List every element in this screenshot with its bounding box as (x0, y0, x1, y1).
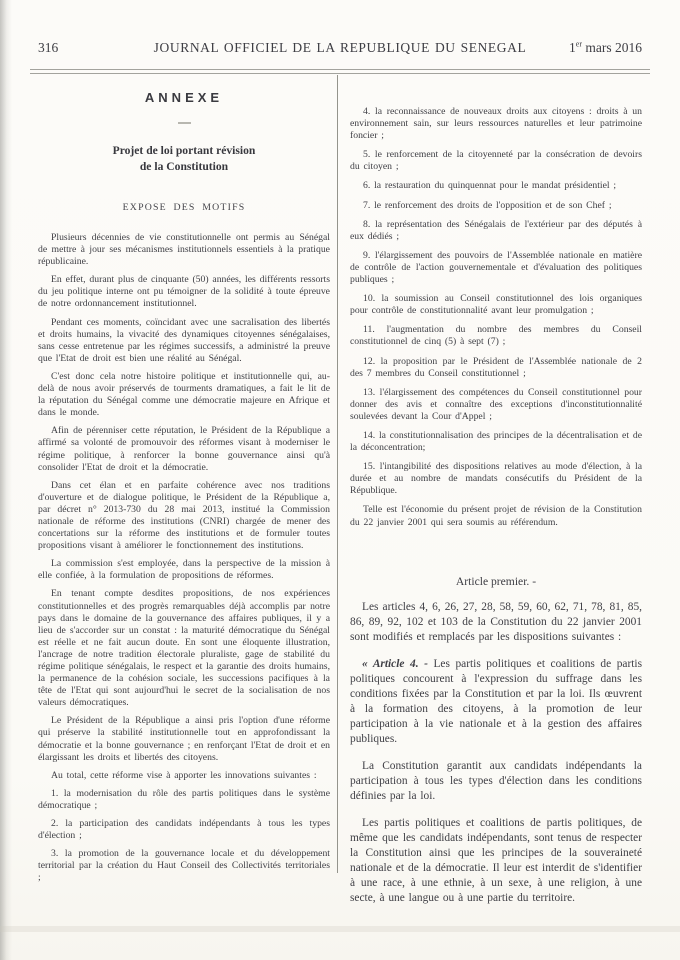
scan-bottom-artifact (0, 926, 680, 932)
law-title-line1: Projet de loi portant révision (112, 144, 256, 157)
scan-edge-artifact (0, 0, 12, 960)
article-4-text: Les partis politiques et coalitions de partis politiques concourent à l'expression du suffrage dans les conditions fixées par la Constitution et par la loi. Ils œuvrent à la formation des citoyens, à la promotion de leur participation à la vie nationale et à la gestion des affaires publiques. (350, 657, 642, 745)
innovation-item: 11. l'augmentation du nombre des membres du Conseil constitutionnel de cinq (5) à sept (7) ; (350, 324, 642, 348)
law-title (38, 143, 330, 175)
right-column (350, 106, 642, 906)
innovation-item: 15. l'intangibilité des dispositions relatives au mode d'élection, à la durée et au nombre de mandats consécutifs du Président de la République. (350, 461, 642, 497)
innovation-item: 12. la proposition par le Président de l'Assemblée nationale de 2 des 7 membres du Conseil constitutionnel ; (350, 355, 642, 379)
left-column (38, 90, 330, 891)
article-4-paragraph (350, 657, 642, 747)
law-title-line2: de la Constitution (139, 160, 229, 173)
expose-paragraph: Dans cet élan et en parfaite cohérence avec nos traditions d'ouverture et de dialogue politique, le Président de la République a, par décret n° 2013-730 du 28 mai 2013, institué la Commission nationale de réforme des institutions (CNRI) chargée de mener des concertations sur la réforme des institutions et de formuler toutes propositions visant à améliorer le fonctionnement des institutions. (38, 479, 330, 552)
expose-des-motifs-heading: EXPOSE DES MOTIFS (122, 202, 246, 213)
issue-date-day: 1 (569, 40, 576, 55)
innovation-item: 10. la soumission au Conseil constitutionnel des lois organiques pour contrôle de constitutionnalité avant leur promulgation ; (350, 293, 642, 317)
issue-date-month-year: mars 2016 (582, 40, 642, 55)
expose-paragraph: En tenant compte desdites propositions, de nos expériences constitutionnelles et des progrès remarquables déjà accomplis par notre pays dans le domaine de la gouvernance des affaires publiques, il y a lieu de s'accorder sur un constat : la maturité démocratique du Sénégal est réelle et ne fait aucun doute. En sont une éloquente illustration, l'ancrage de notre tradition électorale pluraliste, gage de stabilité du régime politique sénégalais, le respect et la garantie des droits humains, la permanence de la cohésion sociale, les successions pacifiques à la tête de l'Etat qui sont aujourd'hui le secret de la socialisation de nos valeurs démocratiques. (38, 588, 330, 709)
article-4-additional-paragraphs (350, 759, 642, 906)
innovation-items (350, 106, 642, 529)
innovation-item: 7. le renforcement des droits de l'opposition et de son Chef ; (363, 199, 612, 211)
article-premier-section (350, 575, 642, 906)
expose-paragraph: Afin de pérenniser cette réputation, le Président de la République a affirmé sa volonté de promouvoir des réformes visant à moderniser le régime politique, à renforcer la bonne gouvernance ainsi qu'à consolider l'Etat de droit et la démocratie. (38, 425, 330, 473)
expose-paragraph: 2. la participation des candidats indépendants à tous les types d'élection ; (38, 818, 330, 842)
expose-paragraphs (38, 232, 330, 885)
expose-paragraph: Le Président de la République a ainsi pris l'option d'une réforme qui préserve la stabilité institutionnelle tout en approfondissant la démocratie et la bonne gouvernance ; en renforçant l'Etat de droit et en élargissant les droits et libertés des citoyens. (38, 715, 330, 763)
column-divider-rule (337, 75, 338, 873)
issue-date (569, 40, 642, 56)
journal-title: JOURNAL OFFICIEL DE LA REPUBLIQUE DU SENEGAL (153, 40, 527, 55)
expose-paragraph: Au total, cette réforme vise à apporter les innovations suivantes : (51, 769, 317, 781)
article-premier-intro: Les articles 4, 6, 26, 27, 28, 58, 59, 60, 62, 71, 78, 81, 85, 86, 89, 92, 102 et 103 de la Constitution du 22 janvier 2001 sont modifiés et remplacés par les dispositions suivantes : (350, 600, 642, 643)
innovation-item: 5. le renforcement de la citoyenneté par la consécration de devoirs du citoyen ; (350, 149, 642, 173)
innovation-item: Telle est l'économie du présent projet de révision de la Constitution du 22 janvier 2001 qui sera soumis au référendum. (350, 504, 642, 528)
innovation-item: 9. l'élargissement des pouvoirs de l'Assemblée nationale en matière de contrôle de l'action gouvernementale et d'évaluation des politiques publiques ; (350, 249, 642, 286)
article-4-paragraph: La Constitution garantit aux candidats indépendants la participation à tous les types d'élection dans les conditions définies par la loi. (350, 759, 642, 802)
annexe-heading: ANNEXE (144, 90, 224, 105)
expose-paragraph: 3. la promotion de la gouvernance locale et du développement territorial par la création du Haut Conseil des Collectivités territoriales ; (38, 848, 330, 884)
expose-paragraph: La commission s'est employée, dans la perspective de la mission à elle confiée, à la formulation de propositions de réformes. (38, 558, 330, 582)
innovation-item: 4. la reconnaissance de nouveaux droits aux citoyens : droits à un environnement sain, sur leurs ressources naturelles et leur patrimoine foncier ; (350, 106, 642, 142)
header-double-rule (30, 69, 650, 74)
page-number: 316 (38, 40, 59, 55)
innovation-item: 8. la représentation des Sénégalais de l'extérieur par des députés à eux dédiés ; (350, 218, 642, 242)
innovation-item: 14. la constitutionnalisation des principes de la décentralisation et de la déconcentration; (350, 429, 642, 454)
expose-paragraph: C'est donc cela notre histoire politique et institutionnelle qui, au-delà de nous avoir préservés de tourments dramatiques, a fait le lit de la réputation du Sénégal comme une démocratie majeure en Afrique et dans le monde. (38, 370, 330, 419)
expose-paragraph: Pendant ces moments, coïncidant avec une sacralisation des libertés et droits humains, la vivacité des dynamiques citoyennes sénégalaises, sans cesse entretenue par les régimes successifs, a administré la preuve que l'Etat de droit est bien une réalité au Sénégal. (38, 316, 330, 364)
expose-paragraph: En effet, durant plus de cinquante (50) années, les différents ressorts du jeu politique interne ont pu témoigner de la solidité à toute épreuve de notre ordonnancement institutionnel. (38, 274, 330, 310)
issue-date-ordinal: er (575, 39, 582, 49)
innovation-item: 13. l'élargissement des compétences du Conseil constitutionnel pour donner des avis et connaître des exceptions d'inconstitutionnalité soulevées devant la Cour d'Appel ; (350, 386, 642, 422)
innovation-item: 6. la restauration du quinquennat pour le mandat présidentiel ; (363, 180, 617, 192)
expose-paragraph: Plusieurs décennies de vie constitutionnelle ont permis au Sénégal de mettre à jour ses mécanismes institutionnels essentiels à la pratique républicaine. (38, 232, 330, 268)
article-4-label: « Article 4. - (362, 657, 428, 670)
article-premier-heading: Article premier. - (455, 574, 537, 588)
article-4-paragraph: Les partis politiques et coalitions de partis politiques, de même que les candidats indépendants, sont tenus de respecter la Constitution ainsi que les principes de la souveraineté nationale et de la démocratie. Il leur est interdit de s'identifier à une race, à une ethnie, à un sexe, à une religion, à une secte, à une langue ou à une partie du territoire. (350, 816, 642, 904)
expose-paragraph: 1. la modernisation du rôle des partis politiques dans le système démocratique ; (38, 787, 330, 811)
annexe-dash-ornament (178, 122, 191, 124)
